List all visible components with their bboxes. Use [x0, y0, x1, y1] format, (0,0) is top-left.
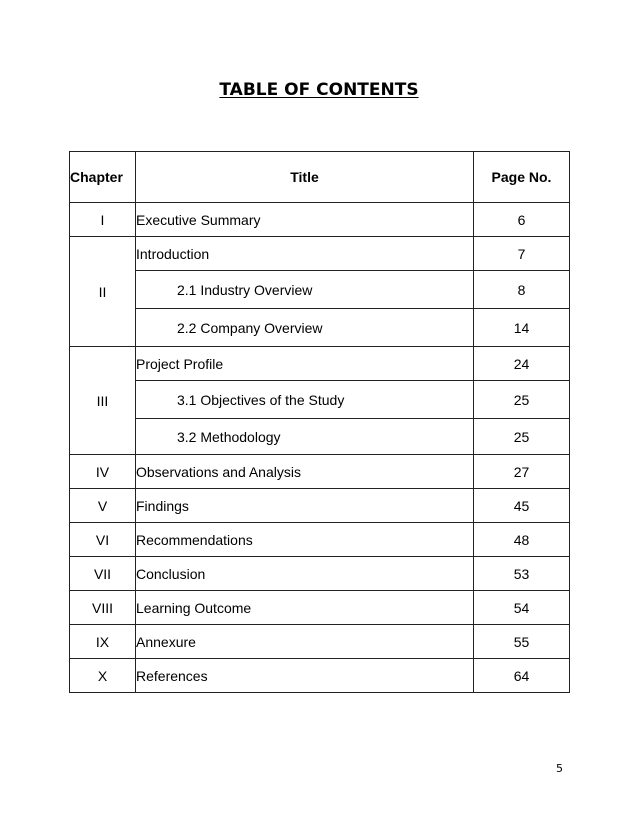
chapter-number: IV — [70, 455, 136, 489]
page-footer-number: 5 — [556, 762, 563, 775]
column-header-page: Page No. — [474, 152, 570, 203]
chapter-number: I — [70, 203, 136, 237]
header-row — [70, 152, 570, 203]
table-row — [70, 347, 570, 381]
table-row — [70, 419, 570, 455]
column-header-title: Title — [136, 152, 474, 203]
table-row — [70, 489, 570, 523]
page-number-cell: 27 — [474, 455, 570, 489]
page-number-cell: 24 — [474, 347, 570, 381]
table-row — [70, 659, 570, 693]
chapter-number: IX — [70, 625, 136, 659]
chapter-title: Introduction — [136, 237, 474, 271]
page-number-cell: 25 — [474, 419, 570, 455]
table-row — [70, 203, 570, 237]
chapter-title: Executive Summary — [136, 203, 474, 237]
section-title: 3.2 Methodology — [136, 419, 474, 455]
chapter-title: References — [136, 659, 474, 693]
chapter-number: VII — [70, 557, 136, 591]
table-row — [70, 523, 570, 557]
chapter-title: Findings — [136, 489, 474, 523]
chapter-number: VI — [70, 523, 136, 557]
page-number-cell: 48 — [474, 523, 570, 557]
chapter-title: Learning Outcome — [136, 591, 474, 625]
chapter-title: Annexure — [136, 625, 474, 659]
table-row — [70, 625, 570, 659]
page-number-cell: 25 — [474, 381, 570, 419]
chapter-number: II — [70, 237, 136, 347]
chapter-number: X — [70, 659, 136, 693]
table-row — [70, 381, 570, 419]
page-number-cell: 64 — [474, 659, 570, 693]
chapter-number: V — [70, 489, 136, 523]
table-row — [70, 309, 570, 347]
chapter-number: III — [70, 347, 136, 455]
chapter-title: Project Profile — [136, 347, 474, 381]
page-heading: TABLE OF CONTENTS — [219, 80, 419, 100]
table-row — [70, 455, 570, 489]
section-title: 2.1 Industry Overview — [136, 271, 474, 309]
page-number-cell: 54 — [474, 591, 570, 625]
column-header-chapter: Chapter — [70, 152, 136, 203]
chapter-title: Recommendations — [136, 523, 474, 557]
chapter-title: Conclusion — [136, 557, 474, 591]
page-number-cell: 45 — [474, 489, 570, 523]
section-title: 3.1 Objectives of the Study — [136, 381, 474, 419]
chapter-title: Observations and Analysis — [136, 455, 474, 489]
page-number-cell: 8 — [474, 271, 570, 309]
section-title: 2.2 Company Overview — [136, 309, 474, 347]
chapter-number: VIII — [70, 591, 136, 625]
page-number-cell: 53 — [474, 557, 570, 591]
table-of-contents — [69, 151, 570, 693]
page-number-cell: 7 — [474, 237, 570, 271]
page-number-cell: 55 — [474, 625, 570, 659]
table-row — [70, 591, 570, 625]
page-number-cell: 14 — [474, 309, 570, 347]
page-number-cell: 6 — [474, 203, 570, 237]
table-row — [70, 237, 570, 271]
table-row — [70, 557, 570, 591]
table-row — [70, 271, 570, 309]
